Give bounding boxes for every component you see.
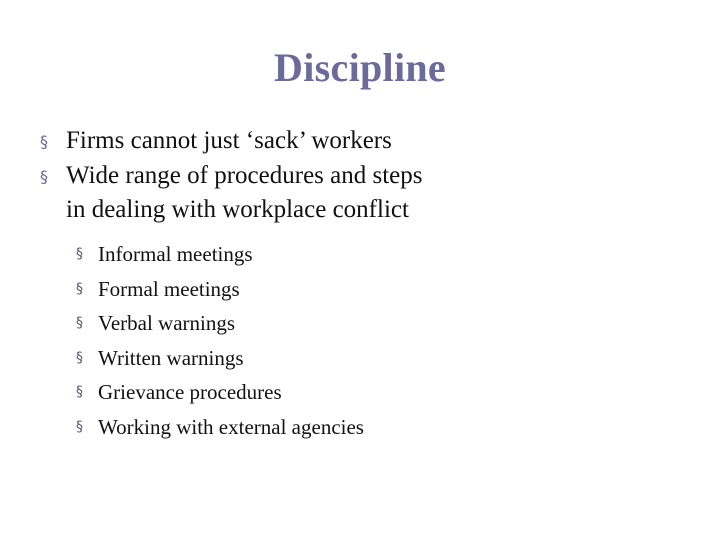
sub-bullet-text: Verbal warnings: [98, 311, 236, 336]
sub-bullet-item: [76, 237, 676, 272]
sub-bullet-text: Working with external agencies: [98, 414, 364, 439]
sub-bullet-marker-icon: §: [76, 246, 83, 262]
sub-bullet-marker-icon: §: [76, 349, 83, 366]
sub-bullet-item: [76, 375, 676, 410]
sub-bullet-marker-icon: §: [76, 280, 83, 297]
bullet-marker-icon: §: [40, 132, 48, 151]
sub-bullet-item: [76, 306, 676, 341]
bullet-item: [38, 124, 678, 158]
bullet-item: [38, 159, 678, 227]
sub-bullet-text: Grievance procedures: [98, 380, 282, 405]
sub-bullet-text: Formal meetings: [98, 276, 240, 301]
bullet-text-line: in dealing with workplace conflict: [66, 196, 409, 223]
slide-title-text: Discipline: [274, 45, 446, 90]
sub-bullet-list: [76, 237, 676, 445]
sub-bullet-marker-icon: §: [76, 384, 83, 401]
bullet-list: [38, 124, 678, 228]
sub-bullet-item: [76, 410, 676, 445]
sub-bullet-text: Informal meetings: [98, 242, 253, 266]
bullet-text-line: Wide range of procedures and steps: [66, 162, 423, 189]
sub-bullet-marker-icon: §: [76, 418, 83, 435]
sub-bullet-item: [76, 272, 676, 307]
sub-bullet-item: [76, 341, 676, 376]
sub-bullet-marker-icon: §: [76, 315, 83, 332]
sub-bullet-text: Written warnings: [98, 345, 244, 370]
bullet-marker-icon: §: [40, 167, 48, 186]
slide-title: [0, 44, 720, 92]
bullet-text: Firms cannot just ‘sack’ workers: [66, 127, 392, 154]
